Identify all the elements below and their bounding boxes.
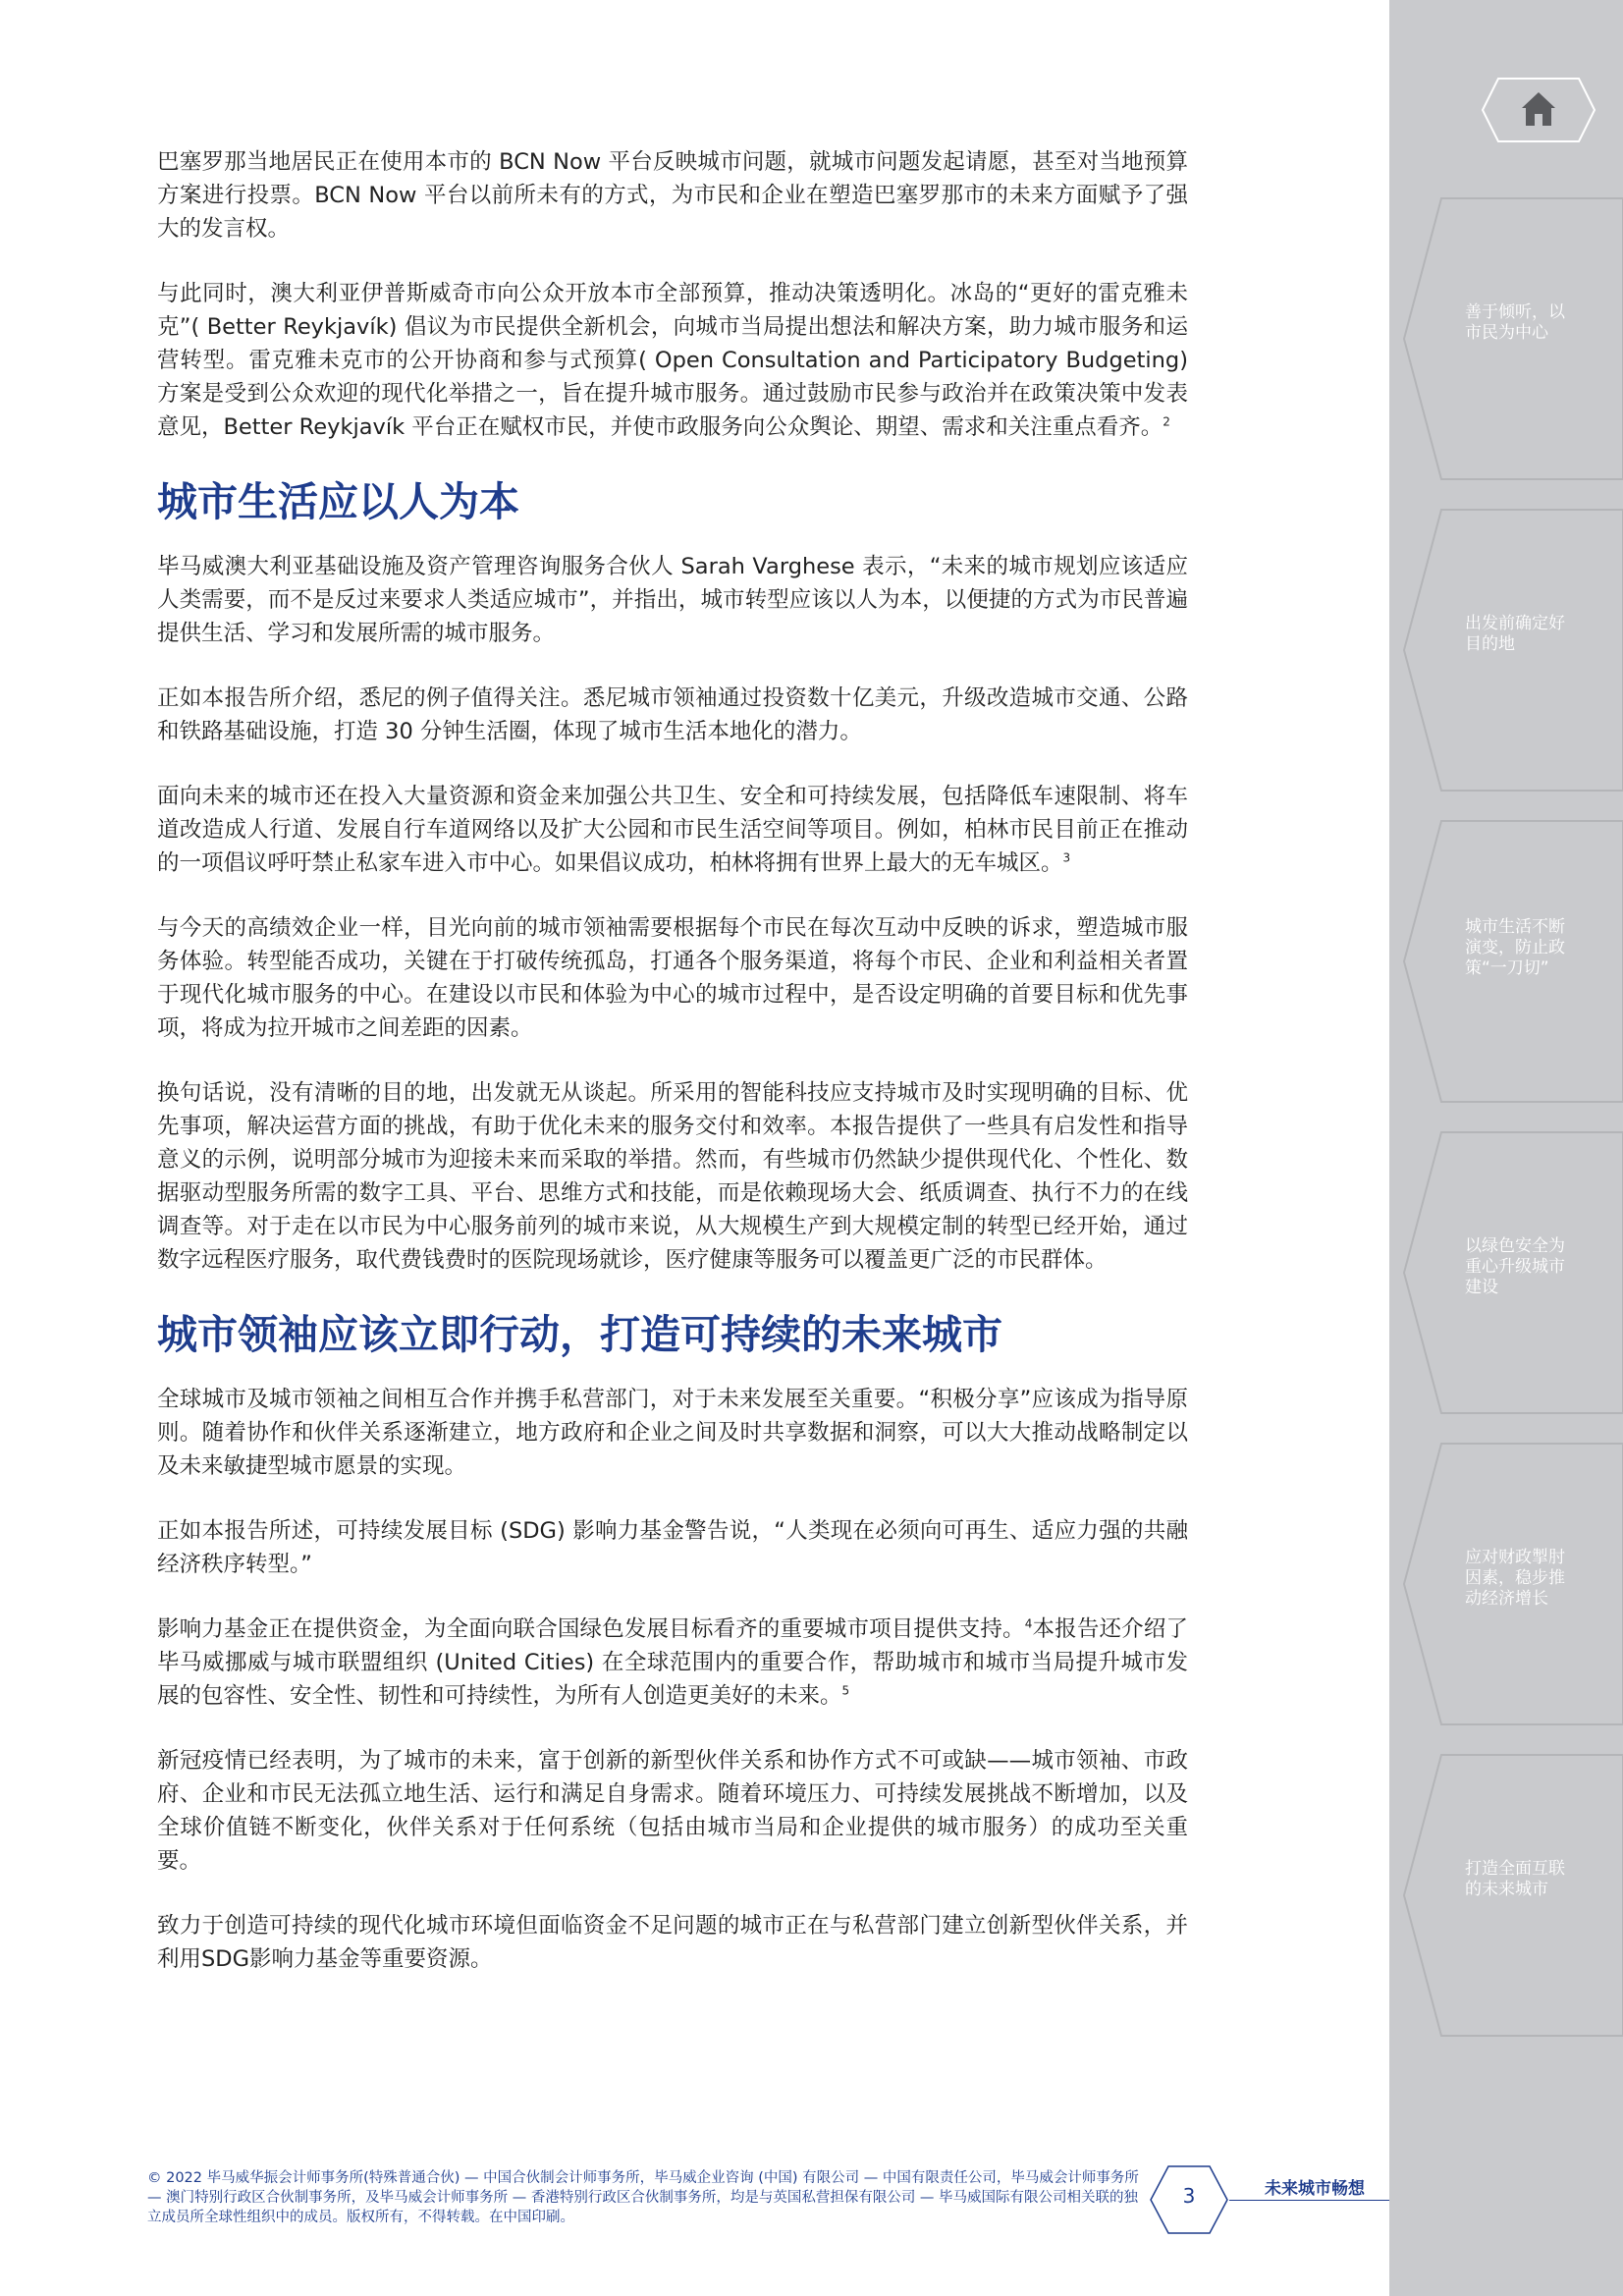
nav-item-label: 应对财政掣肘因素，稳步推动经济增长 (1465, 1548, 1565, 1609)
nav-item-label: 城市生活不断演变，防止政策“一刀切” (1465, 917, 1565, 978)
paragraph-text: 面向未来的城市还在投入大量资源和资金来加强公共卫生、安全和可持续发展，包括降低车速限制、将车道改造成人行道、发展自行车道网络以及扩大公园和市民生活空间等项目。例如，柏林市民目前正在推动的一项倡议呼吁禁止私家车进入市中心。如果倡议成功，柏林将拥有世界上最大的无车城区。 (157, 784, 1188, 876)
nav-item-label: 出发前确定好目的地 (1465, 614, 1565, 654)
page-number: 3 (1182, 2184, 1196, 2208)
paragraph: 与今天的高绩效企业一样，目光向前的城市领袖需要根据每个市民在每次互动中反映的诉求，塑造城市服务体验。转型能否成功，关键在于打破传统孤岛，打通各个服务渠道，将每个市民、企业和利益相关者置于现代化城市服务的中心。在建设以市民和体验为中心的城市过程中，是否设定明确的首要目标和优先事项，将成为拉开城市之间差距的因素。 (157, 915, 1188, 1041)
nav-item-label: 善于倾听，以市民为中心 (1465, 302, 1565, 343)
report-title: 未来城市畅想 (1265, 2179, 1365, 2199)
nav-item-destination[interactable] (1402, 508, 1623, 793)
paragraph: 毕马威澳大利亚基础设施及资产管理咨询服务合伙人 Sarah Varghese 表示，“未来的城市规划应该适应人类需要，而不是反过来要求人类适应城市”，并指出，城市转型应该以人为本，以便捷的方式为市民普遍提供生活、学习和发展所需的城市服务。 (157, 554, 1188, 646)
paragraph-text: 影响力基金正在提供资金，为全面向联合国绿色发展目标看齐的重要城市项目提供支持。 (157, 1616, 1025, 1642)
main-content (157, 145, 1188, 2007)
nav-item-green-safety[interactable] (1402, 1130, 1623, 1415)
footnote-ref[interactable]: 4 (1024, 1616, 1033, 1631)
footnote-ref[interactable]: 2 (1163, 414, 1170, 429)
footnote-ref[interactable]: 3 (1062, 850, 1071, 865)
home-button[interactable] (1481, 77, 1596, 143)
paragraph: 新冠疫情已经表明，为了城市的未来，富于创新的新型伙伴关系和协作方式不可或缺——城市领袖、市政府、企业和市民无法孤立地生活、运行和满足自身需求。随着环境压力、可持续发展挑战不断增加，以及全球价值链不断变化，伙伴关系对于任何系统（包括由城市当局和企业提供的城市服务）的成功至关重要。 (157, 1748, 1188, 1874)
section-heading: 城市领袖应该立即行动，打造可持续的未来城市 (157, 1311, 1002, 1358)
paragraph-text: 本报告还介绍了毕马威挪威与城市联盟组织 (United Cities) 在全球范围内的重要合作，帮助城市和城市当局提升城市发展的包容性、安全性、韧性和可持续性，为所有人创造更美好的未来。 (157, 1616, 1188, 1709)
home-icon (1522, 92, 1555, 126)
paragraph-text: 与此同时，澳大利亚伊普斯威奇市向公众开放本市全部预算，推动决策透明化。冰岛的“更好的雷克雅未克”( Better Reykjavík) 倡议为市民提供全新机会，向城市当局提出想法和解决方案，助力城市服务和运营转型。雷克雅未克市的公开协商和参与式预算( Open Consultation and Participatory Budgeting) 方案是受到公众欢迎的现代化举措之一，旨在提升城市服务。通过鼓励市民参与政治并在政策决策中发表意见，Better Reykjavík 平台正在赋权市民，并使市政服务向公众舆论、期望、需求和关注重点看齐。 (157, 281, 1188, 440)
section-heading: 城市生活应以人为本 (157, 478, 519, 525)
footer-divider (1229, 2200, 1389, 2201)
paragraph: 巴塞罗那当地居民正在使用本市的 BCN Now 平台反映城市问题，就城市问题发起请愿，甚至对当地预算方案进行投票。BCN Now 平台以前所未有的方式，为市民和企业在塑造巴塞罗那市的未来方面赋予了强大的发言权。 (157, 149, 1188, 242)
paragraph: 正如本报告所介绍，悉尼的例子值得关注。悉尼城市领袖通过投资数十亿美元，升级改造城市交通、公路和铁路基础设施，打造 30 分钟生活圈，体现了城市生活本地化的潜力。 (157, 685, 1188, 744)
paragraph: 正如本报告所述，可持续发展目标 (SDG) 影响力基金警告说，“人类现在必须向可再生、适应力强的共融经济秩序转型。” (157, 1518, 1188, 1577)
nav-item-label: 打造全面互联的未来城市 (1465, 1859, 1565, 1899)
paragraph (157, 780, 1188, 880)
paragraph (157, 1613, 1188, 1713)
paragraph: 致力于创造可持续的现代化城市环境但面临资金不足问题的城市正在与私营部门建立创新型伙伴关系，并利用SDG影响力基金等重要资源。 (157, 1913, 1188, 1972)
footer-legal-text: © 2022 毕马威华振会计师事务所(特殊普通合伙) — 中国合伙制会计师事务所，毕马威企业咨询 (中国) 有限公司 — 中国有限责任公司，毕马威会计师事务所 — 澳门特别行政区合伙制事务所，及毕马威会计师事务所 — 香港特别行政区合伙制事务所，均是与英国私营担保有限公司 — 毕马威国际有限公司相关联的独立成员所全球性组织中的成员。版权所有，不得转载。在中国印刷。 (147, 2170, 1139, 2225)
nav-item-city-life[interactable] (1402, 819, 1623, 1104)
nav-item-listen[interactable] (1402, 196, 1623, 481)
nav-item-connected[interactable] (1402, 1753, 1623, 2038)
paragraph (157, 277, 1188, 444)
paragraph: 换句话说，没有清晰的目的地，出发就无从谈起。所采用的智能科技应支持城市及时实现明确的目标、优先事项，解决运营方面的挑战，有助于优化未来的服务交付和效率。本报告提供了一些具有启发性和指导意义的示例，说明部分城市为迎接未来而采取的举措。然而，有些城市仍然缺少提供现代化、个性化、数据驱动型服务所需的数字工具、平台、思维方式和技能，而是依赖现场大会、纸质调查、执行不力的在线调查等。对于走在以市民为中心服务前列的城市来说，从大规模生产到大规模定制的转型已经开始，通过数字远程医疗服务，取代费钱费时的医院现场就诊，医疗健康等服务可以覆盖更广泛的市民群体。 (157, 1080, 1188, 1273)
paragraph: 全球城市及城市领袖之间相互合作并携手私营部门，对于未来发展至关重要。“积极分享”应该成为指导原则。随着协作和伙伴关系逐渐建立，地方政府和企业之间及时共享数据和洞察，可以大大推动战略制定以及未来敏捷型城市愿景的实现。 (157, 1387, 1188, 1479)
nav-item-label: 以绿色安全为重心升级城市建设 (1465, 1236, 1565, 1297)
footnote-ref[interactable]: 5 (841, 1683, 850, 1698)
nav-item-finance[interactable] (1402, 1442, 1623, 1726)
